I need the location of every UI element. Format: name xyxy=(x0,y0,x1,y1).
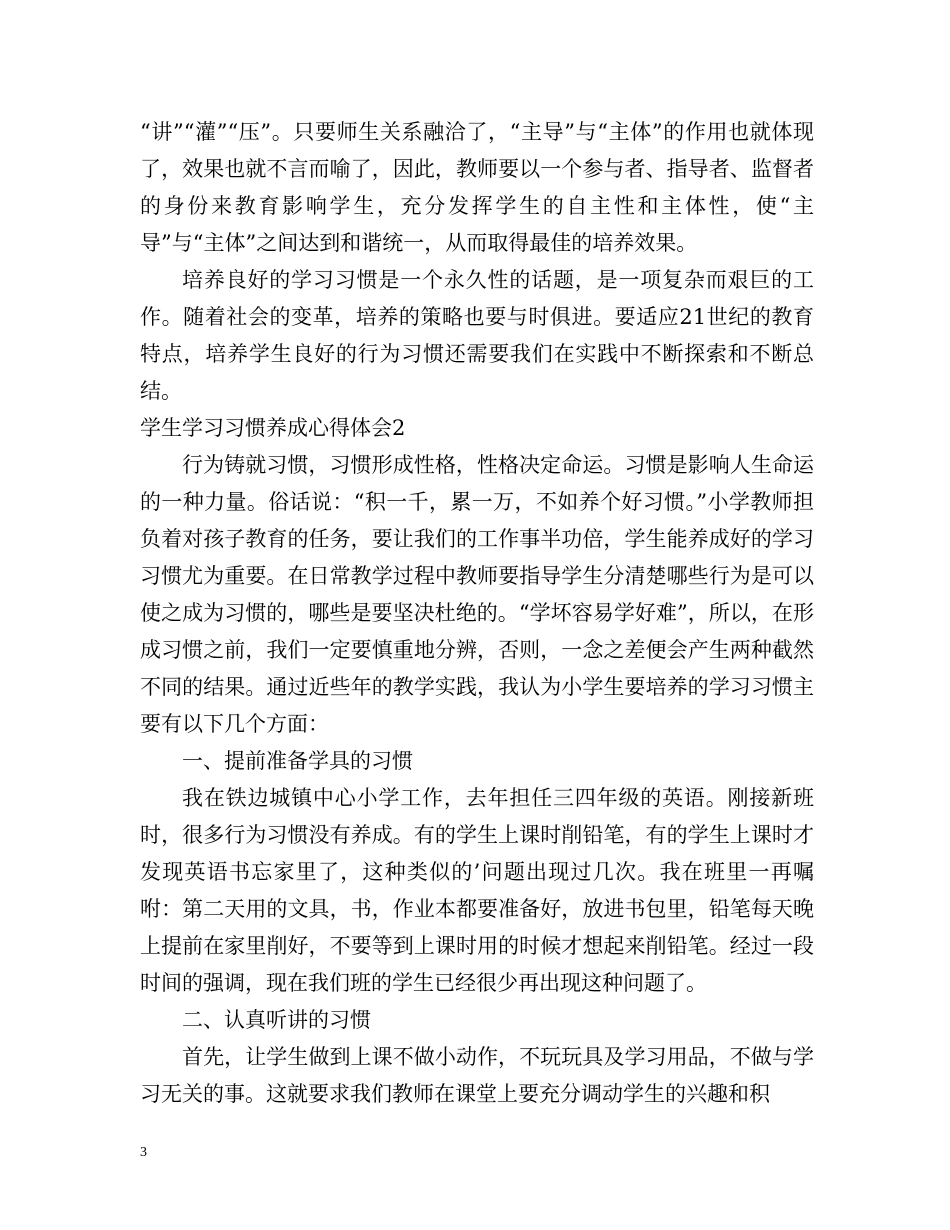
subheading-1: 一、提前准备学具的习惯 xyxy=(182,749,413,773)
page-number: 3 xyxy=(140,1145,147,1160)
paragraph-5: 首先，让学生做到上课不做小动作，不玩玩具及学习用品，不做与学习无关的事。这就要求我们教师在课堂上要充分调动学生的兴趣和积 xyxy=(140,1045,814,1106)
paragraph-2: 培养良好的学习习惯是一个永久性的话题，是一项复杂而艰巨的工作。随着社会的变革，培养的策略也要与时俱进。要适应21世纪的教育特点，培养学生良好的行为习惯还需要我们在实践中不断探索和不断总结。 xyxy=(140,268,814,403)
paragraph-3: 行为铸就习惯，习惯形成性格，性格决定命运。习惯是影响人生命运的一种力量。俗话说：“积一千，累一万，不如养个好习惯。”小学教师担负着对孩子教育的任务，要让我们的工作事半功倍，学生能养成好的学习习惯尤为重要。在日常教学过程中教师要指导学生分清楚哪些行为是可以使之成为习惯的，哪些是要坚决杜绝的。“学坏容易学好难”，所以，在形成习惯之前，我们一定要慎重地分辨，否则，一念之差便会产生两种截然不同的结果。通过近些年的教学实践，我认为小学生要培养的学习习惯主要有以下几个方面： xyxy=(140,453,814,736)
subheading-2: 二、认真听讲的习惯 xyxy=(182,1008,371,1032)
section-heading: 学生学习习惯养成心得体会2 xyxy=(140,416,406,440)
document-body xyxy=(140,114,814,1113)
paragraph-1: “讲”“灌”“压”。只要师生关系融洽了，“主导”与“主体”的作用也就体现了，效果也就不言而喻了，因此，教师要以一个参与者、指导者、监督者的身份来教育影响学生，充分发挥学生的自主性和主体性，使“主导”与“主体”之间达到和谐统一，从而取得最佳的培养效果。 xyxy=(140,120,814,255)
paragraph-4: 我在铁边城镇中心小学工作，去年担任三四年级的英语。刚接新班时，很多行为习惯没有养成。有的学生上课时削铅笔，有的学生上课时才发现英语书忘家里了，这种类似的’问题出现过几次。我在班里一再嘱咐：第二天用的文具，书，作业本都要准备好，放进书包里，铅笔每天晚上提前在家里削好，不要等到上课时用的时候才想起来削铅笔。经过一段时间的强调，现在我们班的学生已经很少再出现这种问题了。 xyxy=(140,786,814,995)
